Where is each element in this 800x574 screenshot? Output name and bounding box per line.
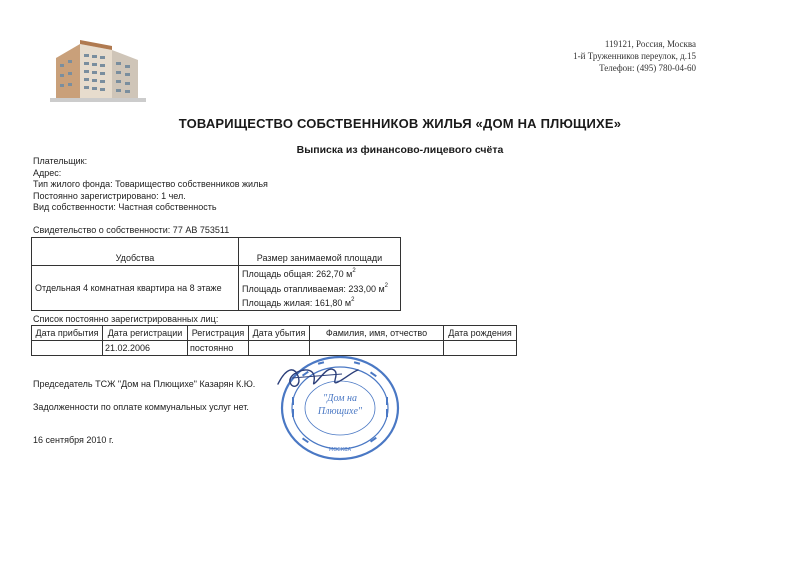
address-street: 1-й Труженников переулок, д.15 <box>573 51 696 61</box>
registered-count-field: Постоянно зарегистрировано: 1 чел. <box>33 190 186 201</box>
area-heated: Площадь отапливаемая: 233,00 $м^2$ <box>242 282 388 294</box>
address-phone: Телефон: (495) 780-04-60 <box>599 63 696 73</box>
stamp-name-line2: Плющихе" <box>317 406 363 417</box>
address-field: Адрес: <box>33 167 62 178</box>
registered-persons-table <box>31 325 517 356</box>
header-registration: Регистрация <box>188 326 249 341</box>
property-table-header <box>32 238 401 266</box>
payer-field: Плательщик: <box>33 156 88 166</box>
signature-scribble <box>272 358 364 398</box>
header-full-name: Фамилия, имя, отчество <box>310 326 444 341</box>
stamp-ring-text: МОСКВА <box>328 447 352 453</box>
document-date: 16 сентября 2010 г. <box>33 435 114 445</box>
registered-table-header <box>32 326 517 341</box>
property-table-row <box>32 266 401 311</box>
header-birth-date: Дата рождения <box>444 326 517 341</box>
payer-fields <box>33 156 268 214</box>
header-registration-date: Дата регистрации <box>103 326 188 341</box>
cell-arrival-date <box>32 341 103 356</box>
ownership-certificate: Свидетельство о собственности: 77 АВ 753511 <box>33 225 230 235</box>
cell-registration-date: 21.02.2006 <box>103 341 188 356</box>
document-subtitle: Выписка из финансово-лицевого счёта <box>296 144 504 156</box>
cell-registration: постоянно <box>188 341 249 356</box>
building-logo <box>50 36 146 102</box>
document-title: ТОВАРИЩЕСТВО СОБСТВЕННИКОВ ЖИЛЬЯ «ДОМ НА ПЛЮЩИХЕ» <box>178 116 622 131</box>
chairman-line: Председатель ТСЖ "Дом на Плющихе" Казарян К.Ю. <box>33 379 256 389</box>
area-total: Площадь общая: 262,70 $м^2$ <box>242 268 356 279</box>
address-city: 119121, Россия, Москва <box>604 39 696 49</box>
header-area-size: Размер занимаемой площади <box>239 238 401 266</box>
stamp-name-line1: "Дом на <box>322 393 358 404</box>
area-living: Площадь жилая: 161,80 $м^2$ <box>242 297 355 308</box>
amenity-cell: Отдельная 4 комнатная квартира на 8 этаже <box>32 266 239 311</box>
header-departure-date: Дата убытия <box>249 326 310 341</box>
areas-cell <box>239 266 401 311</box>
registered-persons-caption: Список постоянно зарегистрированных лиц: <box>33 314 219 324</box>
header-amenities: Удобства <box>32 238 239 266</box>
table-row <box>32 341 517 356</box>
cell-birth-date <box>444 341 517 356</box>
organization-address <box>573 38 696 74</box>
header-arrival-date: Дата прибытия <box>32 326 103 341</box>
debt-statement: Задолженности по оплате коммунальных услуг нет. <box>33 402 249 412</box>
housing-type-field: Тип жилого фонда: Товарищество собственников жилья <box>33 179 268 190</box>
property-table <box>31 237 401 311</box>
ownership-field: Вид собственности: Частная собственность <box>33 202 217 213</box>
